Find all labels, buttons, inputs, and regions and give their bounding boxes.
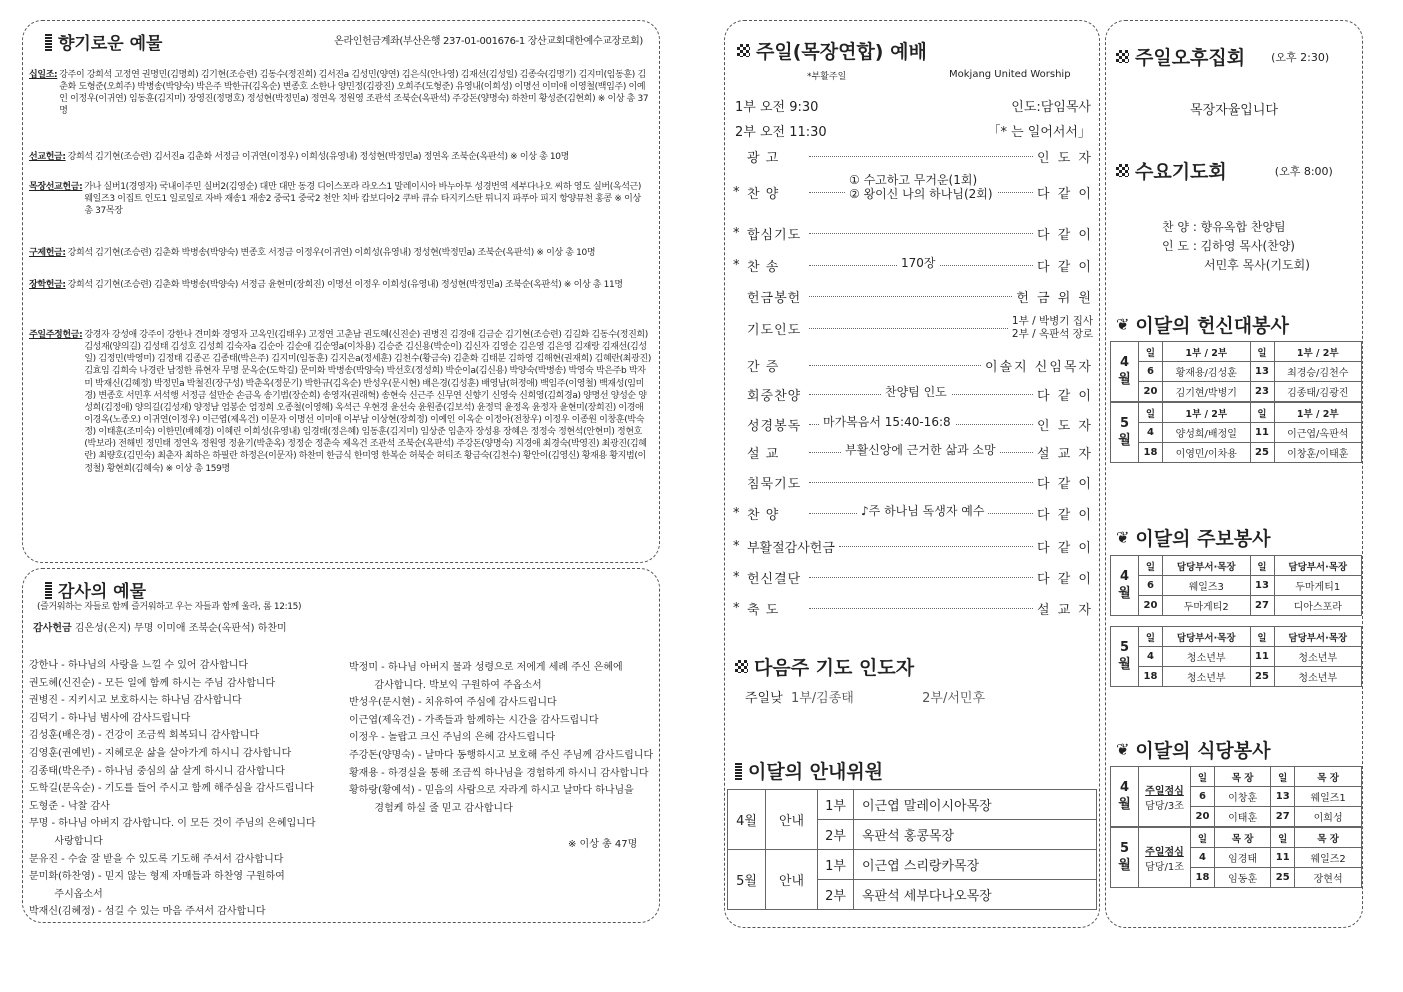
schedule-cell: 23: [1250, 382, 1274, 402]
month-table: [1110, 626, 1362, 687]
worship-title: 주일(목장연합) 예배: [756, 41, 927, 63]
thanks-line: 반성우(문시현) - 치유하여 주심에 감사드립니다: [349, 697, 557, 709]
usher-month: 5월: [728, 850, 766, 910]
afternoon-time: (오후 2:30): [1271, 50, 1330, 64]
schedule-cell: 두마게티2: [1163, 596, 1251, 616]
service-title: 광 고: [747, 150, 780, 166]
schedule-cell: 6: [1139, 362, 1163, 382]
service-star: *: [733, 538, 740, 554]
meal-label: 주일점심: [1145, 846, 1184, 858]
thanks-line: 문미화(하찬영) - 믿지 않는 형제 자매들과 하찬영 구원하여: [29, 871, 285, 883]
column-head: 1부 / 2부: [1274, 342, 1362, 362]
schedule-cell: 임경태: [1215, 848, 1271, 868]
service-title: 기도인도: [747, 322, 802, 338]
thanks-line: 김종태(박은주) - 하나님 중심의 삶 살게 하시니 감사합니다: [29, 765, 285, 777]
thanks-line: 박정미 - 하나님 아버지 물과 성령으로 저에게 세례 주신 은혜에: [349, 662, 623, 673]
offering-section: [29, 69, 651, 118]
thanks-line: 감사합니다. 박보익 구원하여 주옵소서: [349, 679, 542, 691]
meal-label-cell: [1139, 828, 1191, 888]
service-detail: ① 수고하고 무거운(1회) ② 왕이신 나의 하나님(2회): [845, 173, 997, 202]
month-cell: 4 월: [1111, 342, 1139, 402]
column-head: 일: [1250, 556, 1274, 576]
thanks-line: 권병진 - 지키시고 보호하시는 하나님 감사합니다: [29, 695, 242, 707]
schedule-cell: 25: [1250, 443, 1274, 463]
month-header-row: [1111, 627, 1362, 647]
dedication-heading: [1116, 311, 1289, 338]
weekly-table: [1110, 555, 1362, 697]
usher-month: 4월: [728, 790, 766, 850]
schedule-cell: 25: [1271, 868, 1295, 888]
wednesday-praise: 찬 양 : 향유옥합 찬양팀: [1162, 220, 1286, 234]
schedule-row: [1111, 647, 1362, 667]
month-header-row: [1111, 828, 1362, 848]
service-star: *: [733, 505, 740, 521]
column-head: 목 장: [1295, 828, 1362, 848]
schedule-cell: 6: [1139, 576, 1163, 596]
wednesday-info: [1162, 218, 1310, 275]
column-head: 목 장: [1215, 767, 1271, 787]
schedule-cell: 임동훈: [1215, 868, 1271, 888]
schedule-cell: 27: [1271, 807, 1295, 827]
service-row: [733, 413, 1093, 435]
time-first: 1부 오전 9:30: [735, 100, 819, 115]
service-title: 회중찬양: [747, 388, 802, 404]
column-head: 일: [1271, 767, 1295, 787]
service-title: 찬 양: [747, 186, 780, 202]
month-table: [1110, 555, 1362, 616]
service-title: 침묵기도: [747, 476, 802, 492]
schedule-cell: 디아스포라: [1274, 596, 1362, 616]
offering-label: 주일주정헌금:: [29, 330, 83, 340]
service-leader: 인 도 자: [1037, 150, 1093, 166]
service-row: [733, 566, 1093, 588]
wednesday-lead1: 인 도 : 김하영 목사(찬양): [1162, 239, 1295, 253]
schedule-cell: 이창훈: [1215, 787, 1271, 807]
usher-part: 2부: [818, 880, 854, 910]
offering-section: [29, 279, 651, 291]
service-leader: 헌 금 위 원: [1016, 290, 1093, 306]
schedule-cell: 김기현/박병기: [1163, 382, 1251, 402]
thanks-line: 도형준 - 낙찰 감사: [29, 800, 110, 812]
schedule-row: [1111, 443, 1362, 463]
service-leader: 다 같 이: [1037, 507, 1093, 523]
thanks-line: 주강돈(양명숙) - 날마다 동행하시고 보호해 주신 주님께 감사드립니다: [349, 749, 654, 761]
next-prayer-title: 다음주 기도 인도자: [754, 657, 915, 679]
service-row: [733, 535, 1093, 557]
dedication-table: [1110, 341, 1362, 463]
service-detail: 170장: [897, 256, 940, 270]
bar-icon: [45, 581, 52, 599]
schedule-cell: 웨일즈1: [1295, 787, 1362, 807]
checker-icon: [1116, 50, 1129, 63]
offering-names: 강희석 김기현(조승련) 김춘화 박병송(박양숙) 서정금 윤현미(장희진) 이명선 이정우 이희성(유영내) 정성현(박정민a) 조북순(옥판석) ※ 이상 총 11명: [67, 280, 623, 290]
offering-section: [29, 329, 651, 475]
next-prayer-label: 주일낮: [745, 691, 783, 706]
service-leader: 다 같 이: [1037, 388, 1093, 404]
thanks-line: 강한나 - 하나님의 사랑을 느낄 수 있어 감사합니다: [29, 660, 249, 671]
worship-heading: [737, 37, 927, 64]
offerings-panel: [22, 20, 660, 563]
service-star: *: [733, 600, 740, 616]
schedule-cell: 18: [1139, 443, 1163, 463]
gratitude-offering: [33, 619, 287, 634]
schedule-cell: 6: [1191, 787, 1215, 807]
column-head: 일: [1139, 556, 1163, 576]
meal-label-cell: [1139, 767, 1191, 827]
service-leader: 다 같 이: [1037, 186, 1093, 202]
usher-name: 이근엽 스리랑카목장: [854, 850, 1097, 880]
thanks-line: 도학길(문옥순) - 기도를 들어 주시고 함께 해주심을 감사드립니다: [29, 783, 314, 795]
schedule-panel: [1105, 20, 1363, 928]
next-prayer-first: 1부/김종태: [790, 691, 854, 706]
gratitude-total: ※ 이상 총 47명: [568, 839, 638, 850]
usher-role: 안내: [766, 850, 818, 910]
service-star: *: [733, 569, 740, 585]
schedule-cell: 청소년부: [1274, 667, 1362, 687]
column-head: 목 장: [1295, 767, 1362, 787]
offerings-heading: [45, 29, 162, 54]
column-head: 담당부서·목장: [1274, 627, 1362, 647]
offering-names: 강희석 김기현(조승련) 김서진a 김춘화 서정금 이귀연(이정우) 이희성(유영내) 정성현(박정민a) 정연옥 조북순(옥판석) ※ 이상 총 10명: [67, 152, 570, 162]
stand-note: 「* 는 일어서서」: [987, 125, 1091, 140]
service-title: 헌금봉헌: [747, 290, 802, 306]
schedule-cell: 20: [1139, 382, 1163, 402]
schedule-cell: 김종태/김광진: [1274, 382, 1362, 402]
offering-names: 가나 실버1(경영자) 국내이주민 실버2(김영순) 대만 대만 동경 디이스포라 라오스1 말레이시아 바누아투 성경번역 세부다나오 씨하 영도 실버(옥석근) 웨일즈3 이집트 인도1 일로일로 자바 재송1 재송2 중국1 중국2 천안 치바 캄보디아2 쿠바 큐슈 타지키스탄 튀니지 파푸아 피지 항양뮤천 홍콩 ※ 이상 총 37목장: [84, 182, 642, 217]
service-title: 헌신결단: [747, 571, 802, 587]
thanks-line: 이근엽(제옥건) - 가족들과 함께하는 시간을 감사드립니다: [349, 714, 599, 726]
offering-names: 강희석 김기현(조승련) 김춘화 박병송(박양숙) 변종호 서정금 이정우(이귀연) 이희성(유영내) 정성현(박정민a) 조북순(옥판석) ※ 이상 총 10명: [67, 248, 596, 258]
service-row: [733, 145, 1093, 167]
service-leader: 다 같 이: [1037, 571, 1093, 587]
service-row: [733, 502, 1093, 524]
service-title: 찬 양: [747, 507, 780, 523]
next-prayer-heading: [735, 653, 914, 680]
afternoon-heading: [1116, 43, 1329, 70]
thanks-line: 주시옵소서: [29, 888, 103, 900]
next-prayer-row: [745, 687, 985, 706]
column-head: 일: [1139, 403, 1163, 423]
offering-names: 강경자 강성애 강주이 강한나 견미화 경영자 고옥인(김태우) 고정연 고춘남 권도혜(신진순) 권병진 김경애 김금순 김기현(조승련) 김길화 김동수(정진희) 김성재(양의길) 김성태 김성호 김성희 김숙자a 김순아 김순애 김순영a(이차용) 김승준 김신용(박순이) 김신자 김영순 김은영 김은영 김재랑 김재선(김성일) 김정민(박영미) 김정태 김종곤 김종태(박은주) 김지미(임동훈) 김지은a(정세훈) 김천수(황금숙) 김춘화 김태분 김하영 김해현(권재희) 김혜란(최광진) 김효임 김희숙 나경란 남정한 류현자 무명 문옥순(도학길) 문미화 박병송(박양숙) 박선호(정성희) 박순이a(김신용) 박양숙(박병송) 박영숙 박은주b 박자미 박재신(김혜정) 박정민a 박철진(장구성) 박춘옥(정문기) 박한규(김옥순) 반성우(문시현) 배은경(김성훈) 배영남(허정애) 백임주(이영철) 백재성(임미경) 변종호 서민후 서석행 서정금 설만순 손금옥 송기범(장순희) 송영자(권래혁) 송현숙 신근주 신무연 신향기 신영숙 신희영(김희경a) 양명선 양성순 양성희(김정애) 양의길(김성재) 양정남 엄봉순 엄정희 오종철(이영해) 옥석근 우현경 윤선숙 윤원종(김보석) 윤정덕 윤정옥 윤정자 윤현미(장희진) 이경애 이경옥(노종오) 이귀연(이정우) 이근엽(제옥건) 이문자 이명선 이미애 이부남 이상현(장희정) 이예인 이옥순 이정아(전창우) 이정우 이종원 이창훈(박숙정) 이태훈(조미숙) 이한민(배혜경) 이혜린 이희성(유영내) 임경태(정은혜) 임동훈(김지미) 임상준 임춘자 장성용 장혜은 정정숙 정현석(안현미) 정현호(박보라) 전해빈 정민태 정연옥 정원영 정윤기(박춘옥) 정정순 정춘숙 제옥건 조관석 조북순(옥판석) 주강돈(양명숙) 지경애 최경숙(박영진) 최광진(김혜란) 최량호(김민숙) 최춘자 최하은 하필란 하정은(이문자) 하찬미 한금식 한미영 한복순 허북순 허티조 황금숙(김천수) 황안이(김영신) 황재용 황지범(이정철) 황현희(김혜숙) ※ 이상 총 159명: [84, 330, 651, 474]
service-leader: 설 교 자: [1037, 602, 1093, 618]
usher-name: 옥판석 홍콩목장: [854, 820, 1097, 850]
schedule-cell: 18: [1191, 868, 1215, 888]
schedule-row: [1111, 667, 1362, 687]
month-cell: 4 월: [1111, 556, 1139, 616]
schedule-cell: 11: [1250, 647, 1274, 667]
gratitude-verse: (즐거워하는 자들로 함께 즐거워하고 우는 자들과 함께 울라, 롬 12:15): [37, 602, 302, 612]
schedule-cell: 청소년부: [1163, 667, 1251, 687]
cafeteria-heading: [1116, 736, 1271, 763]
column-head: 일: [1139, 342, 1163, 362]
month-header-row: [1111, 342, 1362, 362]
service-title: 합심기도: [747, 227, 802, 243]
service-leader: 인 도 자: [1037, 418, 1093, 434]
column-head: 일: [1250, 342, 1274, 362]
offering-label: 선교헌금:: [29, 152, 66, 162]
schedule-row: [1111, 423, 1362, 443]
schedule-cell: 이영민/이차용: [1163, 443, 1251, 463]
schedule-cell: 이근엽/옥판석: [1274, 423, 1362, 443]
month-table: [1110, 766, 1362, 827]
service-row: [733, 441, 1093, 463]
heart-icon: ❦: [1116, 740, 1130, 759]
next-prayer-second: 2부/서민후: [922, 691, 986, 706]
wednesday-title: 수요기도회: [1135, 161, 1227, 183]
thanks-left-list: [29, 657, 316, 921]
offering-section: [29, 181, 651, 217]
weekly-heading: [1116, 524, 1271, 551]
service-dots: [809, 156, 1033, 157]
service-row: [733, 383, 1093, 405]
service-title: 부활절감사헌금: [747, 540, 835, 556]
service-row: [733, 222, 1093, 244]
schedule-cell: 두마게티1: [1274, 576, 1362, 596]
thanks-line: 사랑합니다: [29, 835, 103, 847]
afternoon-title: 주일오후집회: [1135, 47, 1246, 69]
column-head: 일: [1139, 627, 1163, 647]
column-head: 담당부서·목장: [1163, 627, 1251, 647]
meal-group: 담당/3조: [1145, 800, 1184, 812]
month-table: [1110, 827, 1362, 888]
worship-english: Mokjang United Worship: [949, 69, 1071, 80]
offering-label: 구제헌금:: [29, 248, 66, 258]
usher-part: 2부: [818, 820, 854, 850]
worship-leader: 인도:담임목사: [1011, 100, 1091, 115]
schedule-cell: 11: [1250, 423, 1274, 443]
schedule-cell: 이희성: [1295, 807, 1362, 827]
cafeteria-title: 이달의 식당봉사: [1135, 740, 1271, 762]
service-title: 성경봉독: [747, 418, 802, 434]
column-head: 1부 / 2부: [1274, 403, 1362, 423]
meal-label: 주일점심: [1145, 785, 1184, 797]
offering-section: [29, 247, 651, 259]
month-cell: 5 월: [1111, 627, 1139, 687]
service-row: [733, 254, 1093, 276]
worship-subtitle: *부활주일: [807, 72, 847, 82]
month-table: [1110, 341, 1362, 402]
gratitude-label: 감사헌금: [33, 623, 72, 634]
thanks-line: 문유진 - 수술 잘 받을 수 있도록 기도해 주셔서 감사합니다: [29, 853, 284, 865]
usher-row: [728, 850, 1097, 880]
schedule-cell: 25: [1250, 667, 1274, 687]
service-leader: 1부 / 박병기 집사 2부 / 옥판석 장로: [1011, 315, 1093, 340]
month-table: [1110, 402, 1362, 463]
service-title: 간 증: [747, 359, 780, 375]
column-head: 1부 / 2부: [1163, 403, 1251, 423]
wednesday-heading: [1116, 157, 1333, 184]
schedule-cell: 최경승/김천수: [1274, 362, 1362, 382]
schedule-cell: 20: [1191, 807, 1215, 827]
thanks-line: 황재용 - 하경실을 통해 조금씩 하나님을 경험하게 하시니 감사합니다: [349, 767, 649, 779]
bank-account: 온라인헌금계좌(부산은행 237-01-001676-1 장산교회대한예수교장로회): [334, 36, 643, 47]
schedule-cell: 이창훈/이태훈: [1274, 443, 1362, 463]
ushers-title: 이달의 안내위원: [748, 761, 884, 783]
service-leader: 다 같 이: [1037, 259, 1093, 275]
month-cell: 5 월: [1111, 828, 1139, 888]
schedule-row: [1111, 596, 1362, 616]
checker-icon: [1116, 164, 1129, 177]
schedule-cell: 4: [1139, 423, 1163, 443]
month-header-row: [1111, 403, 1362, 423]
schedule-row: [1111, 382, 1362, 402]
service-leader: 다 같 이: [1037, 476, 1093, 492]
gratitude-names: 김은성(은지) 무명 이미애 조북순(옥판석) 하찬미: [74, 623, 287, 634]
column-head: 일: [1250, 403, 1274, 423]
service-title: 설 교: [747, 446, 780, 462]
schedule-cell: 13: [1250, 362, 1274, 382]
usher-name: 옥판석 세부다나오목장: [854, 880, 1097, 910]
service-dots: [809, 233, 1033, 234]
thanks-line: 김덕기 - 하나님 범사에 감사드립니다: [29, 712, 191, 724]
service-dots: [809, 296, 1012, 297]
thanks-line: 김영훈(권예빈) - 지혜로운 삶을 살아가게 하시니 감사합니다: [29, 747, 292, 759]
thanks-right-list: [349, 659, 653, 817]
schedule-cell: 웨일즈2: [1295, 848, 1362, 868]
service-star: *: [733, 184, 740, 200]
column-head: 일: [1250, 627, 1274, 647]
checker-icon: [735, 660, 748, 673]
afternoon-text: 목장자율입니다: [1190, 103, 1278, 118]
ushers-table: [727, 789, 1097, 910]
gratitude-panel: [22, 568, 660, 923]
wednesday-lead2: 서민후 목사(기도회): [1204, 258, 1310, 272]
cafeteria-table: [1110, 766, 1362, 888]
schedule-cell: 이태훈: [1215, 807, 1271, 827]
schedule-cell: 4: [1191, 848, 1215, 868]
thanks-line: 이정우 - 놀랍고 크신 주님의 은혜 감사드립니다: [349, 732, 556, 744]
usher-part: 1부: [818, 790, 854, 820]
meal-group: 담당/1조: [1145, 861, 1184, 873]
time-second: 2부 오전 11:30: [735, 125, 827, 140]
heart-icon: ❦: [1116, 528, 1130, 547]
schedule-cell: 웨일즈3: [1163, 576, 1251, 596]
service-detail: 부활신앙에 근거한 삶과 소망: [841, 443, 1000, 457]
service-title: 축 도: [747, 602, 780, 618]
schedule-cell: 20: [1139, 596, 1163, 616]
worship-panel: [724, 20, 1100, 928]
service-leader: 다 같 이: [1037, 227, 1093, 243]
schedule-cell: 13: [1271, 787, 1295, 807]
service-row: [733, 173, 1093, 203]
column-head: 일: [1191, 828, 1215, 848]
schedule-cell: 청소년부: [1274, 647, 1362, 667]
schedule-cell: 4: [1139, 647, 1163, 667]
service-dots: [809, 365, 981, 366]
thanks-line: 무명 - 하나님 아버지 감사합니다. 이 모든 것이 주님의 은혜입니다: [29, 818, 316, 830]
schedule-cell: 27: [1250, 596, 1274, 616]
usher-row: [728, 790, 1097, 820]
schedule-cell: 양성희/배정일: [1163, 423, 1251, 443]
service-leader: 다 같 이: [1037, 540, 1093, 556]
service-dots: [809, 577, 1033, 578]
usher-part: 1부: [818, 850, 854, 880]
ushers-heading: [735, 757, 883, 784]
service-detail: ♪주 하나님 독생자 예수: [857, 504, 988, 518]
offering-label: 목장선교헌금:: [29, 182, 83, 192]
service-dots: [809, 608, 1033, 609]
service-row: [733, 285, 1093, 307]
dedication-title: 이달의 헌신대봉사: [1135, 315, 1289, 337]
month-cell: 4 월: [1111, 767, 1139, 827]
service-star: *: [733, 225, 740, 241]
service-row: [733, 354, 1093, 376]
weekly-title: 이달의 주보봉사: [1135, 528, 1271, 550]
schedule-cell: 11: [1271, 848, 1295, 868]
column-head: 목 장: [1215, 828, 1271, 848]
service-dots: [809, 328, 1008, 329]
service-dots: [809, 482, 1033, 483]
bar-icon: [735, 762, 742, 780]
wednesday-time: (오후 8:00): [1274, 164, 1333, 178]
thanks-line: 황하랑(황예석) - 믿음의 사람으로 자라게 하시고 날마다 하나님을: [349, 785, 634, 797]
schedule-cell: 청소년부: [1163, 647, 1251, 667]
schedule-row: [1111, 576, 1362, 596]
gratitude-title: 감사의 예물: [58, 582, 147, 602]
service-title: 찬 송: [747, 259, 780, 275]
service-row: [733, 471, 1093, 493]
column-head: 일: [1271, 828, 1295, 848]
service-leader: 설 교 자: [1037, 446, 1093, 462]
usher-role: 안내: [766, 790, 818, 850]
schedule-cell: 장현석: [1295, 868, 1362, 888]
service-star: *: [733, 257, 740, 273]
month-cell: 5 월: [1111, 403, 1139, 463]
thanks-line: 경험케 하실 줄 믿고 감사합니다: [349, 802, 513, 814]
offering-label: 십일조:: [29, 70, 58, 80]
usher-name: 이근엽 말레이시아목장: [854, 790, 1097, 820]
schedule-cell: 18: [1139, 667, 1163, 687]
bar-icon: [45, 33, 52, 51]
checker-icon: [737, 44, 750, 57]
offerings-title: 향기로운 예물: [58, 34, 163, 54]
service-row: [733, 317, 1093, 339]
schedule-cell: 13: [1250, 576, 1274, 596]
month-header-row: [1111, 556, 1362, 576]
offering-section: [29, 151, 651, 163]
thanks-line: 권도혜(신진순) - 모든 일에 함께 하시는 주님 감사합니다: [29, 677, 276, 689]
service-detail: 마가복음서 15:40-16:8: [819, 415, 955, 429]
column-head: 담당부서·목장: [1163, 556, 1251, 576]
offering-names: 강주이 강희석 고정연 권명민(김명희) 김기현(조승련) 김동수(정진희) 김서진a 김성민(양연) 김은식(안나영) 김재선(김성일) 김종숙(김명기) 김지미(임동훈) 김춘화 도형준(오희주) 박병송(박양숙) 박은주 박한규(김옥순) 변종호 소한나 양민정(김광진) 오희주(도형준) 유영내(이희성) 이명선 이미애 이영철(백임주) 이예인 이정우(이귀연) 임동훈(김지미) 장영진(정명호) 정성현(박정민a) 정연옥 정원영 조관석 조북순(옥판석) 주강돈(양명숙) 하찬미 황성준(김현희) ※ 이상 총 37명: [59, 70, 649, 117]
column-head: 일: [1191, 767, 1215, 787]
offering-label: 장학헌금:: [29, 280, 66, 290]
heart-icon: ❦: [1116, 315, 1130, 334]
service-detail: 찬양팀 인도: [881, 385, 951, 399]
column-head: 1부 / 2부: [1163, 342, 1251, 362]
service-row: [733, 597, 1093, 619]
thanks-line: 박재신(김혜정) - 섬길 수 있는 마음 주셔서 감사합니다: [29, 906, 266, 918]
schedule-cell: 황재용/김성훈: [1163, 362, 1251, 382]
month-header-row: [1111, 767, 1362, 787]
service-dots: [839, 546, 1033, 547]
schedule-row: [1111, 362, 1362, 382]
thanks-line: 김성훈(배은경) - 건강이 조금씩 회복되니 감사합니다: [29, 730, 260, 742]
gratitude-heading: [45, 577, 146, 602]
service-leader: 이솔지 신임목자: [984, 359, 1093, 375]
column-head: 담당부서·목장: [1274, 556, 1362, 576]
